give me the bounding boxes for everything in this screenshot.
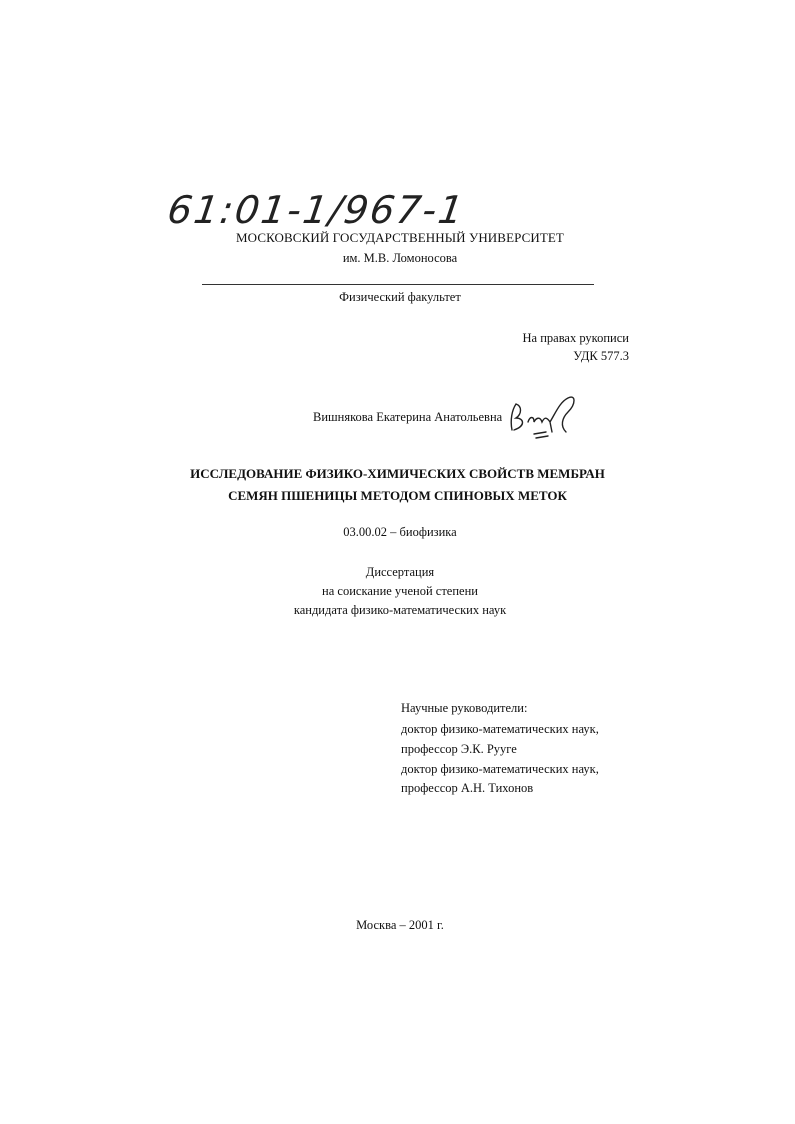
supervisor-1-name: профессор Э.К. Рууге — [401, 742, 517, 756]
manuscript-rights: На правах рукописи — [522, 331, 629, 345]
udk-code: УДК 577.3 — [573, 349, 629, 363]
author-signature-icon — [506, 392, 586, 442]
university-name: МОСКОВСКИЙ ГОСУДАРСТВЕННЫЙ УНИВЕРСИТЕТ — [236, 230, 564, 245]
header-divider — [202, 284, 594, 285]
author-name: Вишнякова Екатерина Анатольевна — [313, 410, 503, 424]
specialty-code: 03.00.02 – биофизика — [343, 525, 457, 539]
degree-purpose: на соискание ученой степени — [322, 584, 478, 598]
supervisor-1-degree: доктор физико-математических наук, — [401, 722, 599, 736]
dissertation-title-line1: ИССЛЕДОВАНИЕ ФИЗИКО-ХИМИЧЕСКИХ СВОЙСТВ МЕМБРАН — [190, 466, 605, 481]
supervisors-heading: Научные руководители: — [401, 701, 528, 715]
degree-name: кандидата физико-математических наук — [293, 603, 507, 617]
dissertation-label: Диссертация — [365, 565, 435, 579]
faculty-name: Физический факультет — [339, 290, 461, 304]
archive-number-handwritten: 61:01-1/967-1 — [164, 188, 468, 232]
supervisor-2-name: профессор А.Н. Тихонов — [401, 781, 534, 795]
supervisor-2-degree: доктор физико-математических наук, — [401, 762, 599, 776]
dissertation-title-line2: СЕМЯН ПШЕНИЦЫ МЕТОДОМ СПИНОВЫХ МЕТОК — [228, 488, 567, 503]
city-year: Москва – 2001 г. — [356, 918, 444, 932]
university-honorific: им. М.В. Ломоносова — [342, 251, 458, 265]
